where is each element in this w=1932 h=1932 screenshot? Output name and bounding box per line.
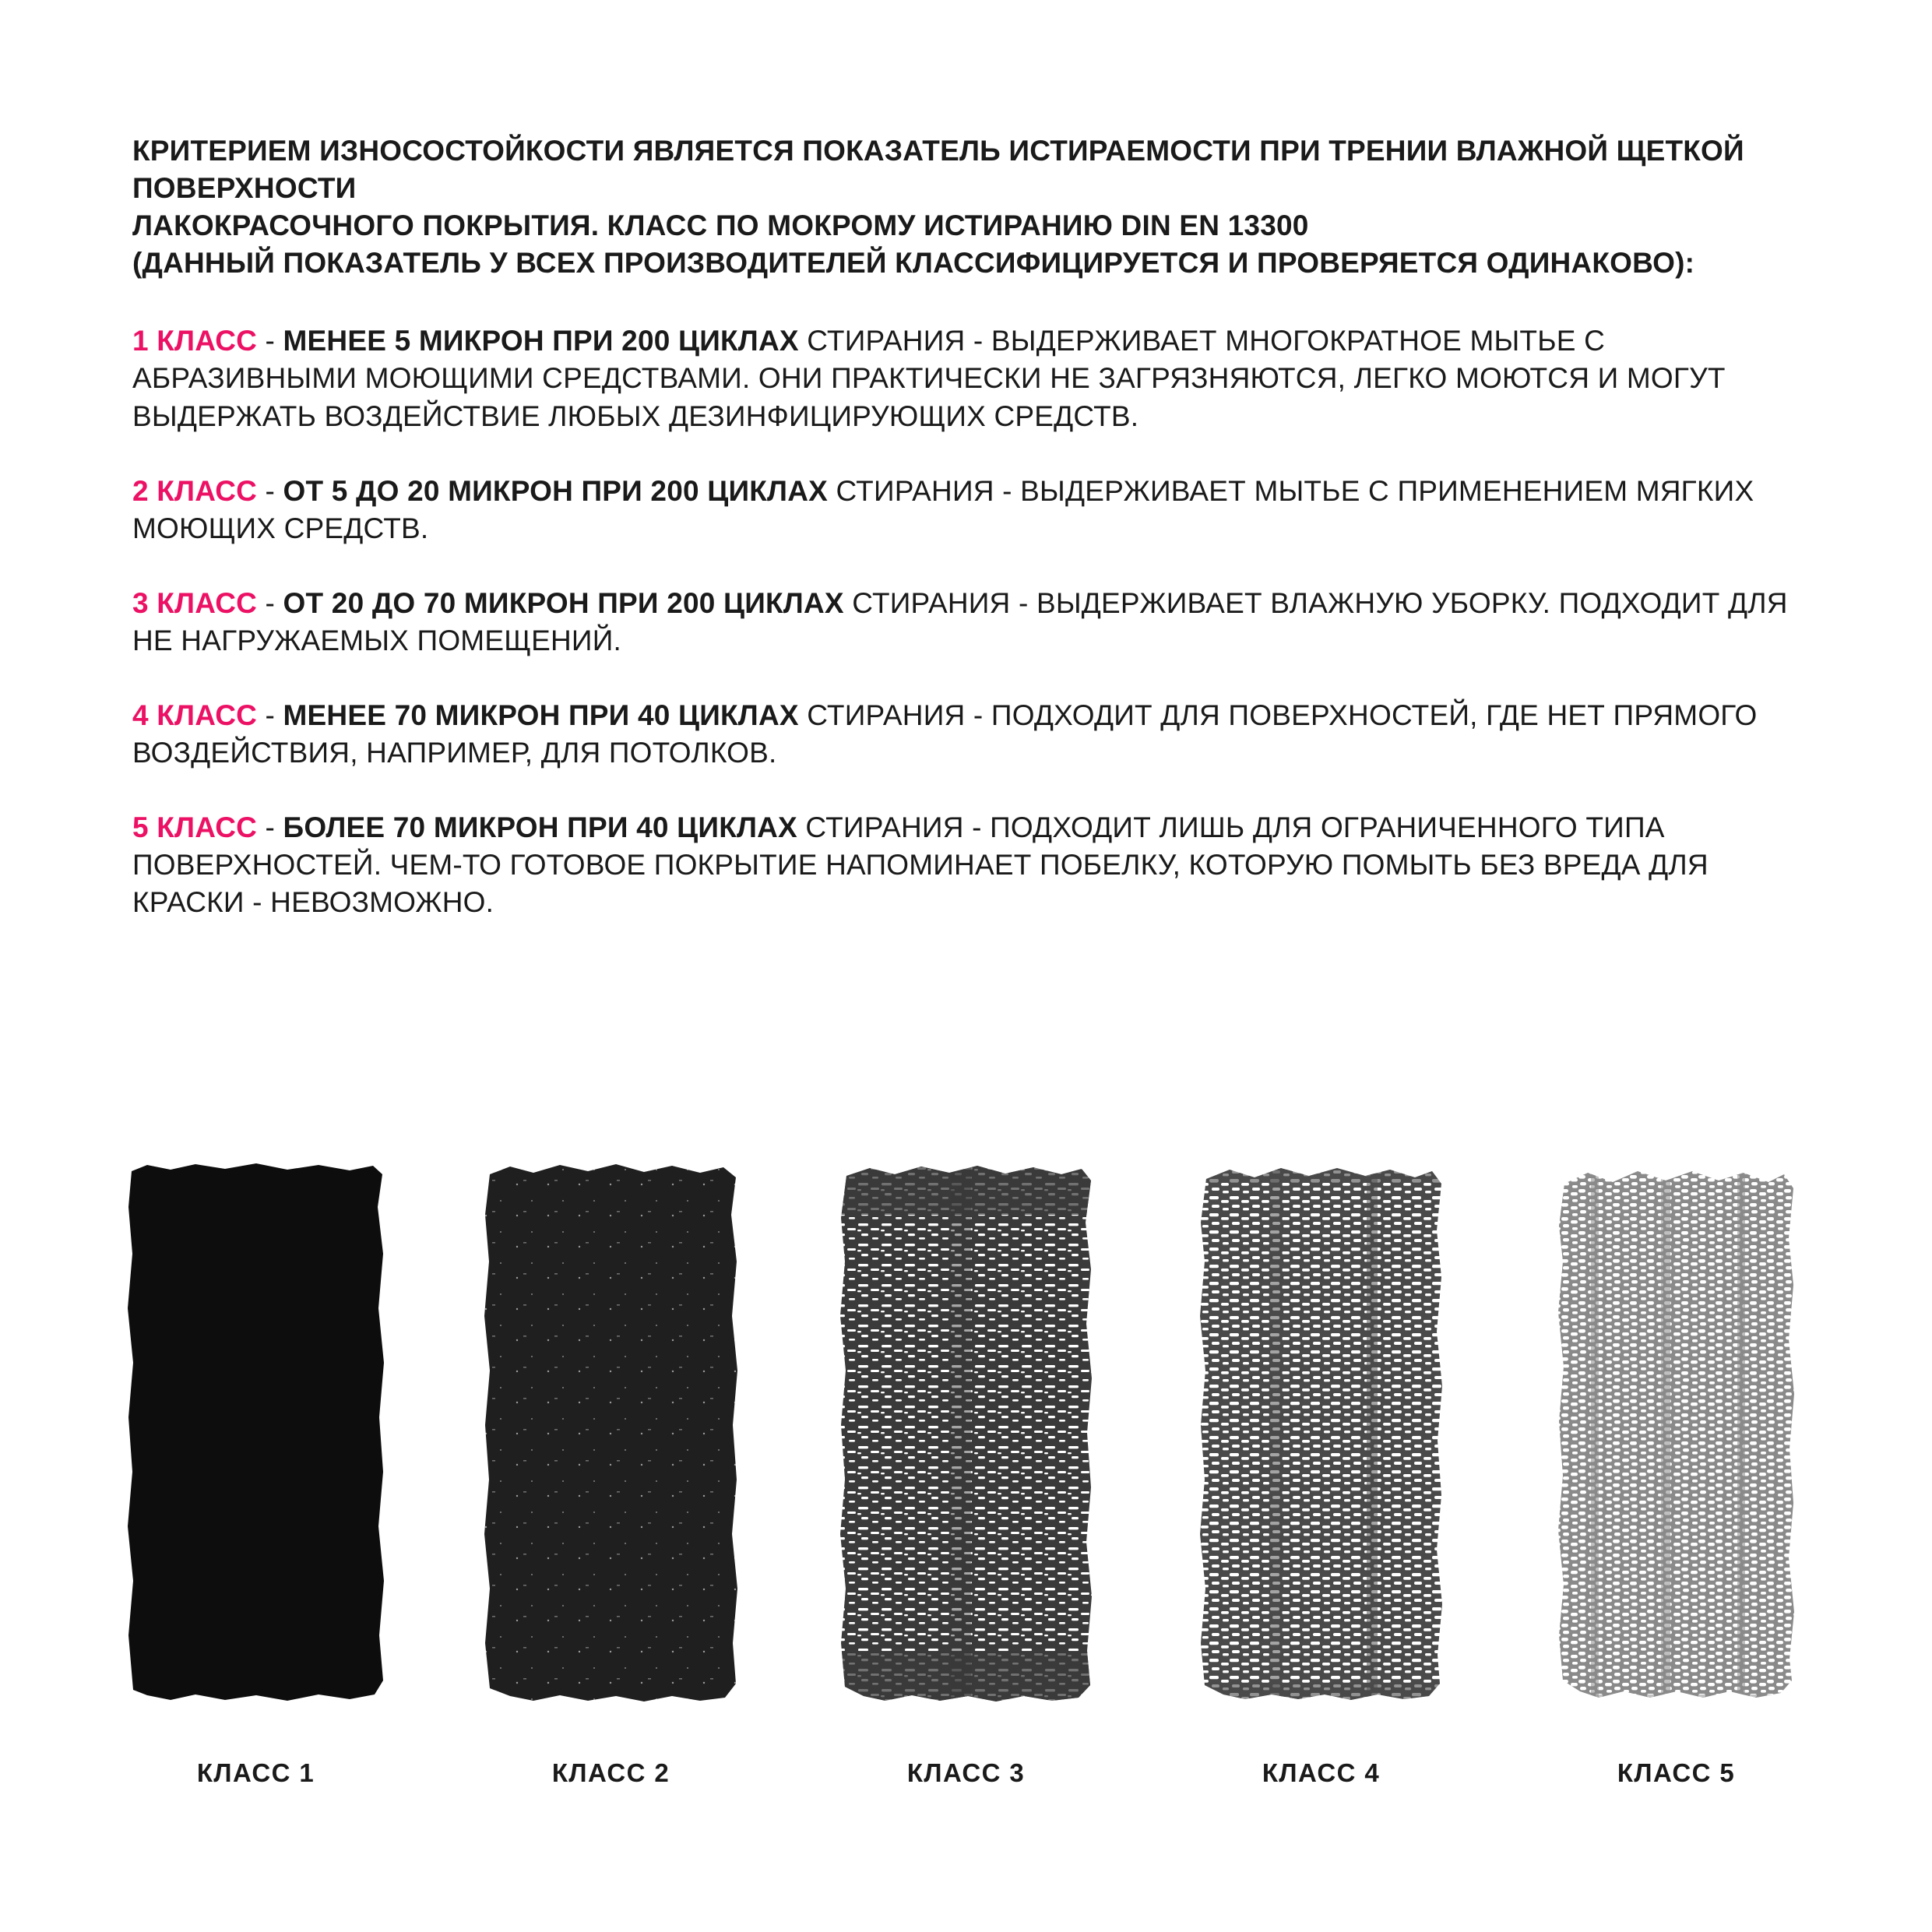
paint-swatch-class-5 (1544, 1160, 1809, 1705)
intro-line-1: КРИТЕРИЕМ ИЗНОСОСТОЙКОСТИ ЯВЛЯЕТСЯ ПОКАЗАТЕЛЬ ИСТИРАЕМОСТИ ПРИ ТРЕНИИ ВЛАЖНОЙ ЩЕТКОЙ ПОВЕРХНОСТИ (132, 135, 1744, 205)
paint-swatch-class-4 (1189, 1160, 1454, 1705)
intro-line-2: ЛАКОКРАСОЧНОГО ПОКРЫТИЯ. КЛАСС ПО МОКРОМУ ИСТИРАНИЮ DIN EN 13300 (132, 209, 1309, 242)
intro-line-3: (ДАННЫЙ ПОКАЗАТЕЛЬ У ВСЕХ ПРОИЗВОДИТЕЛЕЙ КЛАССИФИЦИРУЕТСЯ И ПРОВЕРЯЕТСЯ ОДИНАКОВО): (132, 247, 1695, 280)
class-description-1: СТИРАНИЯ - ВЫДЕРЖИВАЕТ МНОГОКРАТНОЕ МЫТЬЕ С АБРАЗИВНЫМИ МОЮЩИМИ СРЕДСТВАМИ. ОНИ ПРАКТИЧЕСКИ НЕ ЗАГРЯЗНЯЮТСЯ, ЛЕГКО МОЮТСЯ И МОГУТ ВЫДЕРЖАТЬ ВОЗДЕЙСТВИЕ ЛЮБЫХ ДЕЗИНФИЦИРУЮЩИХ СРЕДСТВ. (132, 325, 1726, 432)
swatch-cell-2 (479, 1160, 744, 1788)
swatch-cell-4 (1189, 1160, 1454, 1788)
class-label-3: 3 КЛАСС (132, 586, 258, 619)
class-paragraph-1 (132, 322, 1800, 435)
paint-swatch-class-2 (479, 1160, 744, 1705)
class-dash-2: - (257, 474, 283, 507)
class-description-2: СТИРАНИЯ - ВЫДЕРЖИВАЕТ МЫТЬЕ С ПРИМЕНЕНИЕМ МЯГКИХ МОЮЩИХ СРЕДСТВ. (132, 474, 1754, 544)
class-dash-3: - (257, 586, 283, 619)
swatch-caption-2: КЛАСС 2 (551, 1758, 670, 1787)
class-spec-1: МЕНЕЕ 5 МИКРОН ПРИ 200 ЦИКЛАХ (283, 325, 799, 357)
class-description-4: СТИРАНИЯ - ПОДХОДИТ ДЛЯ ПОВЕРХНОСТЕЙ, ГДЕ НЕТ ПРЯМОГО ВОЗДЕЙСТВИЯ, НАПРИМЕР, ДЛЯ ПОТОЛКОВ. (132, 699, 1758, 769)
swatch-cell-1 (124, 1160, 389, 1788)
swatch-cell-3 (834, 1160, 1099, 1788)
class-spec-5: БОЛЕЕ 70 МИКРОН ПРИ 40 ЦИКЛАХ (283, 811, 797, 844)
class-dash-4: - (257, 699, 283, 732)
class-dash-1: - (257, 325, 283, 357)
intro-paragraph (132, 132, 1791, 282)
class-paragraph-2 (132, 473, 1800, 547)
class-dash-5: - (257, 811, 283, 844)
swatch-row (0, 1160, 1932, 1846)
paint-swatch-class-1 (124, 1160, 389, 1705)
class-description-5: СТИРАНИЯ - ПОДХОДИТ ЛИШЬ ДЛЯ ОГРАНИЧЕННОГО ТИПА ПОВЕРХНОСТЕЙ. ЧЕМ-ТО ГОТОВОЕ ПОКРЫТИЕ НАПОМИНАЕТ ПОБЕЛКУ, КОТОРУЮ ПОМЫТЬ БЕЗ ВРЕДА ДЛЯ КРАСКИ - НЕВОЗМОЖНО. (132, 811, 1709, 919)
class-label-5: 5 КЛАСС (132, 811, 258, 844)
class-label-1: 1 КЛАСС (132, 325, 258, 357)
paint-swatch-class-3 (834, 1160, 1099, 1705)
class-description-3: СТИРАНИЯ - ВЫДЕРЖИВАЕТ ВЛАЖНУЮ УБОРКУ. ПОДХОДИТ ДЛЯ НЕ НАГРУЖАЕМЫХ ПОМЕЩЕНИЙ. (132, 586, 1788, 656)
class-spec-3: ОТ 20 ДО 70 МИКРОН ПРИ 200 ЦИКЛАХ (283, 586, 844, 619)
swatch-caption-5: КЛАСС 5 (1617, 1758, 1736, 1787)
swatch-caption-1: КЛАСС 1 (196, 1758, 315, 1787)
class-paragraph-3 (132, 585, 1800, 660)
swatch-caption-3: КЛАСС 3 (906, 1758, 1026, 1787)
class-paragraph-5 (132, 809, 1800, 921)
swatch-caption-4: КЛАСС 4 (1262, 1758, 1381, 1787)
class-label-2: 2 КЛАСС (132, 474, 258, 507)
swatch-cell-5 (1544, 1160, 1809, 1788)
class-label-4: 4 КЛАСС (132, 699, 258, 732)
class-paragraph-4 (132, 697, 1800, 772)
class-spec-4: МЕНЕЕ 70 МИКРОН ПРИ 40 ЦИКЛАХ (283, 699, 799, 732)
class-spec-2: ОТ 5 ДО 20 МИКРОН ПРИ 200 ЦИКЛАХ (283, 474, 828, 507)
